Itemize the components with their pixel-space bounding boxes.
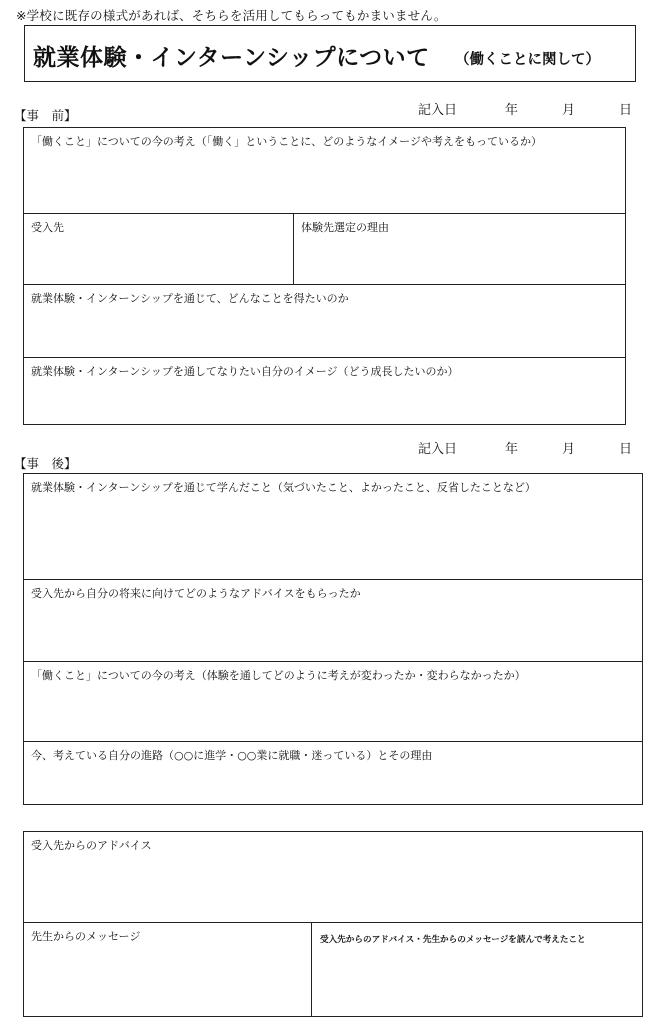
field-self-image[interactable]: 就業体験・インターンシップを通してなりたい自分のイメージ（どう成長したいのか）	[23, 357, 626, 425]
field-reflection[interactable]: 受入先からのアドバイス・先生からのメッセージを読んで考えたこと	[311, 922, 643, 1017]
year-label: 年	[505, 103, 519, 118]
year-label: 年	[505, 442, 519, 457]
field-goals[interactable]: 就業体験・インターンシップを通じて、どんなことを得たいのか	[23, 284, 626, 357]
title-box	[24, 25, 636, 82]
page-subtitle: （働くことに関して）	[455, 52, 600, 68]
field-advice-received[interactable]: 受入先から自分の将来に向けてどのようなアドバイスをもらったか	[23, 579, 643, 661]
date-row-before	[0, 99, 652, 117]
usage-note: ※学校に既存の様式があれば、そちらを活用してもらってもかまいません。	[16, 8, 447, 23]
field-current-thoughts-after[interactable]: 「働くこと」についての今の考え（体験を通してどのように考えが変わったか・変わらなかったか）	[23, 661, 643, 741]
section-label-before: 【事 前】	[14, 108, 77, 123]
entry-date-label: 記入日	[418, 103, 458, 118]
day-label: 日	[619, 442, 633, 457]
date-row-after	[0, 438, 652, 456]
field-current-thoughts-before[interactable]: 「働くこと」についての今の考え（「働く」ということに、どのようなイメージや考えをもっているか）	[23, 127, 626, 213]
month-label: 月	[562, 442, 576, 457]
day-label: 日	[619, 103, 633, 118]
section-label-after: 【事 後】	[14, 456, 77, 471]
page-title: 就業体験・インターンシップについて	[33, 45, 430, 71]
field-learned[interactable]: 就業体験・インターンシップを通じて学んだこと（気づいたこと、よかったこと、反省したことなど）	[23, 473, 643, 579]
entry-date-label: 記入日	[418, 442, 458, 457]
field-career-path[interactable]: 今、考えている自分の進路（○○に進学・○○業に就職・迷っている）とその理由	[23, 741, 643, 805]
field-host-advice[interactable]: 受入先からのアドバイス	[23, 831, 643, 922]
month-label: 月	[562, 103, 576, 118]
field-selection-reason[interactable]: 体験先選定の理由	[293, 213, 626, 284]
field-teacher-message[interactable]: 先生からのメッセージ	[23, 922, 311, 1017]
field-host[interactable]: 受入先	[23, 213, 293, 284]
